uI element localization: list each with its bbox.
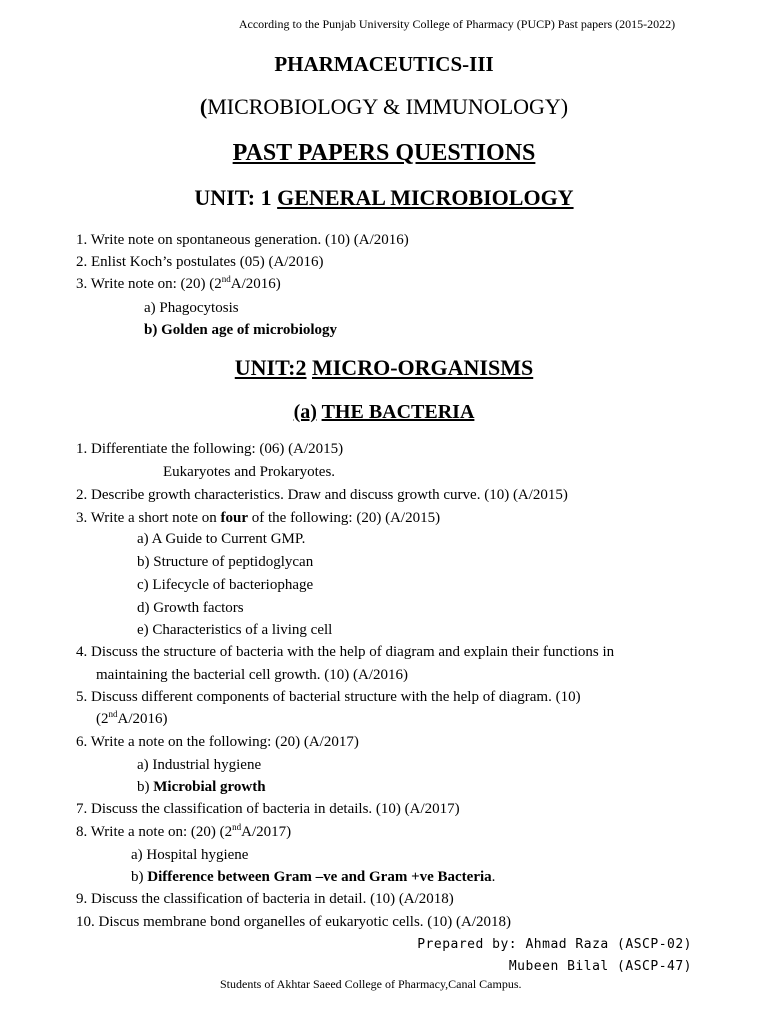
course-subtitle (0, 94, 768, 120)
list-item: 6. Write a note on the following: (20) (A/2017) (76, 734, 359, 750)
sub-item: Eukaryotes and Prokaryotes. (163, 464, 336, 480)
list-item: 5. Discuss different components of bacterial structure with the help of diagram. (10) (76, 689, 581, 705)
sub-item (137, 777, 266, 797)
list-item: 4. Discuss the structure of bacteria with the help of diagram and explain their functions in (76, 644, 615, 660)
superscript: nd (221, 274, 231, 284)
superscript: nd (232, 822, 242, 832)
unit2-label: UNIT:2 (234, 355, 307, 380)
item-text: 3. Write note on: (20) (2 (76, 276, 222, 292)
subtitle-text: MICROBIOLOGY & IMMUNOLOGY) (207, 94, 569, 119)
item-text: of the following: (20) (A/2015) (248, 510, 441, 526)
list-item: 2. Enlist Koch’s postulates (05) (A/2016) (76, 254, 324, 270)
list-item: 2. Describe growth characteristics. Draw and discuss growth curve. (10) (A/2015) (76, 487, 568, 503)
list-item (76, 822, 291, 842)
item-text: . (491, 869, 496, 885)
sub-item: b) Golden age of microbiology (144, 322, 338, 338)
item-text: b) (137, 779, 154, 795)
footer-note: Students of Akhtar Saeed College of Pharmacy,Canal Campus. (220, 977, 522, 991)
item-text: A/2017) (241, 824, 292, 840)
list-item (76, 274, 281, 294)
course-title: PHARMACEUTICS-III (274, 52, 494, 76)
item-text-bold: four (220, 510, 249, 526)
superscript: nd (108, 709, 118, 719)
list-item-continuation (96, 709, 168, 729)
list-item (76, 508, 440, 528)
sub-item: a) Industrial hygiene (137, 757, 262, 773)
item-text: b) (131, 869, 148, 885)
sub-item: a) Hospital hygiene (131, 847, 249, 863)
sub-item: d) Growth factors (137, 600, 244, 616)
sub-item: c) Lifecycle of bacteriophage (137, 577, 314, 593)
section-name: THE BACTERIA (321, 401, 475, 423)
sub-item: e) Characteristics of a living cell (137, 622, 333, 638)
item-text: A/2016) (230, 276, 281, 292)
unit1-heading (0, 185, 768, 211)
unit2-name: MICRO-ORGANISMS (311, 355, 534, 380)
list-item: 1. Write note on spontaneous generation. (10) (A/2016) (76, 232, 409, 248)
item-text: 3. Write a short note on (76, 510, 221, 526)
sub-item: a) A Guide to Current GMP. (137, 531, 306, 547)
item-text-bold: Difference between Gram –ve and Gram +ve Bacteria (147, 869, 492, 885)
sub-item: a) Phagocytosis (144, 300, 239, 316)
list-item: 10. Discus membrane bond organelles of eukaryotic cells. (10) (A/2018) (76, 914, 512, 930)
section-label: (a) (293, 401, 317, 423)
unit1-name: GENERAL MICROBIOLOGY (277, 185, 574, 210)
prepared-by-second: Mubeen Bilal (ASCP-47) (508, 959, 692, 974)
subtitle-open-paren: ( (199, 94, 208, 119)
item-text: 8. Write a note on: (20) (2 (76, 824, 233, 840)
header-note: According to the Punjab University College of Pharmacy (PUCP) Past papers (2015-2022) (238, 17, 676, 31)
unit1-label: UNIT: 1 (194, 185, 272, 210)
item-text: (2 (96, 711, 109, 727)
sub-item: b) Structure of peptidoglycan (137, 554, 314, 570)
item-text-bold: Microbial growth (153, 779, 266, 795)
prepared-by: Prepared by: Ahmad Raza (ASCP-02) (417, 937, 692, 952)
sub-item (131, 867, 495, 887)
list-item: 9. Discuss the classification of bacteria in detail. (10) (A/2018) (76, 891, 454, 907)
unit2-heading (0, 355, 768, 381)
list-item: 7. Discuss the classification of bacteria in details. (10) (A/2017) (76, 801, 460, 817)
page-heading: PAST PAPERS QUESTIONS (232, 140, 536, 166)
list-item-continuation: maintaining the bacterial cell growth. (10) (A/2016) (96, 667, 408, 683)
item-text: A/2016) (117, 711, 168, 727)
list-item: 1. Differentiate the following: (06) (A/2015) (76, 441, 344, 457)
section-heading (0, 401, 768, 424)
